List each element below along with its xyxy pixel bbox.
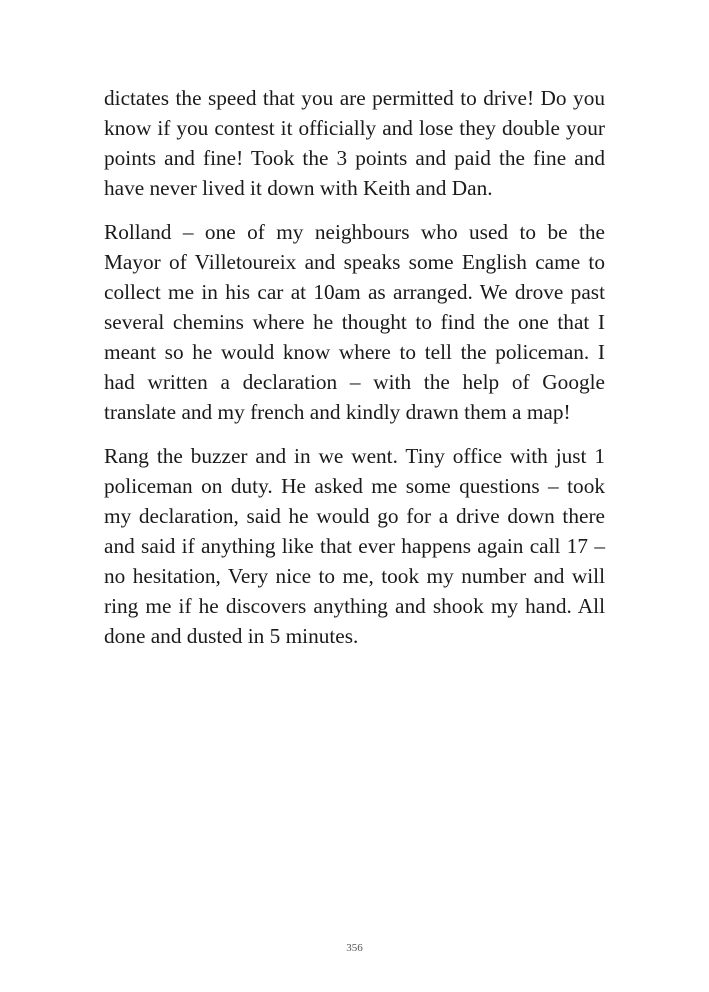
paragraph-2: Rolland – one of my neighbours who used to be the Mayor of Villetoureix and speaks some English came to collect me in his car at 10am as arranged. We drove past several chemins where he thought to find the one that I meant so he would know where to tell the policeman. I had written a declaration – with the help of Google translate and my french and kindly drawn them a map!	[104, 220, 605, 424]
paragraph-1: dictates the speed that you are permitted to drive! Do you know if you contest it officially and lose they double your points and fine! Took the 3 points and paid the fine and have never lived it down with Keith and Dan.	[104, 86, 605, 200]
paragraph-3: Rang the buzzer and in we went. Tiny office with just 1 policeman on duty. He asked me some questions – took my declaration, said he would go for a drive down there and said if anything like that ever happens again call 17 – no hesitation, Very nice to me, took my number and will ring me if he discovers anything and shook my hand. All done and dusted in 5 minutes.	[104, 444, 605, 648]
page-number: 356	[346, 942, 363, 954]
body-text	[104, 83, 605, 665]
